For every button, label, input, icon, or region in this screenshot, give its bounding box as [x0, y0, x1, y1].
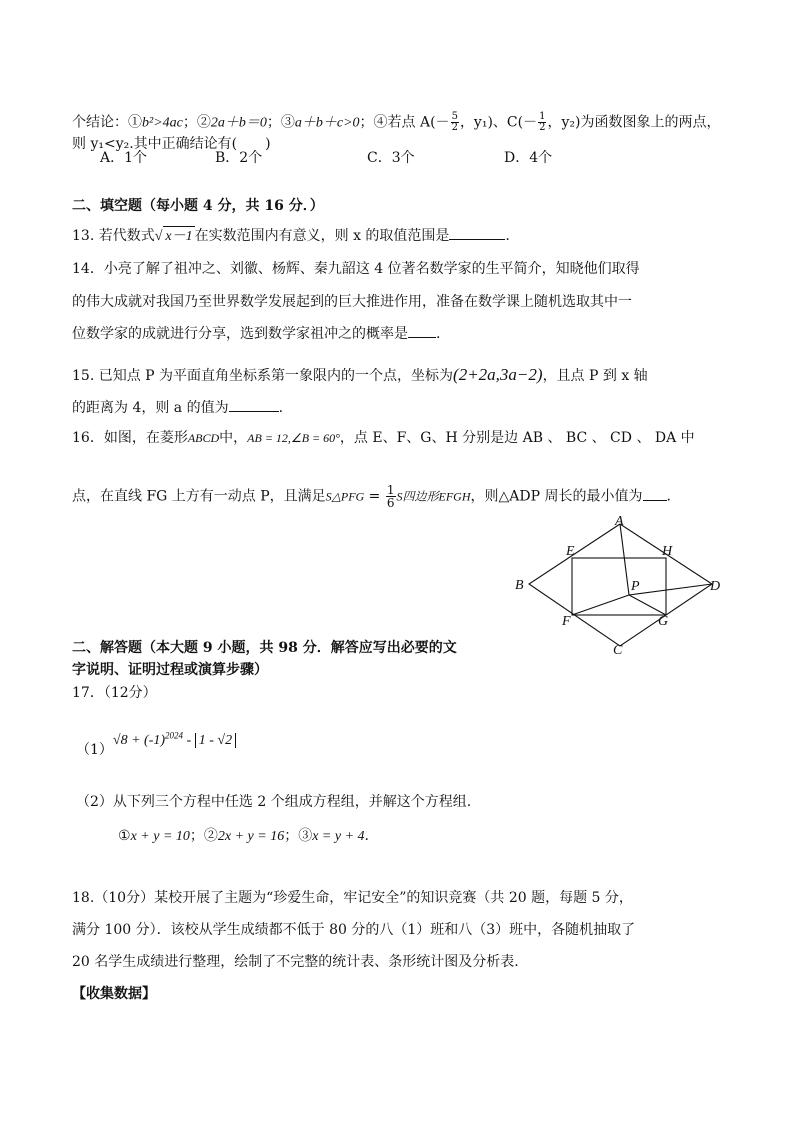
label-b: B [515, 578, 524, 593]
segment-gp [629, 595, 666, 615]
q13-answer-blank[interactable] [449, 225, 505, 240]
rhombus-figure [510, 512, 740, 657]
q18-line3: 20 名学生成绩进行整理，绘制了不完整的统计表、条形统计图及分析表. [72, 954, 519, 970]
label-c: C [613, 643, 623, 657]
equation-1: x + y = 10 [130, 829, 190, 844]
q18-collect-data-heading: 【收集数据】 [72, 986, 156, 1002]
q16-frac: $\frac{1}{6}$ [386, 483, 395, 510]
label-f: F [562, 614, 571, 629]
q12-line2: 则 y₁<y₂.其中正确结论有( ) [72, 136, 271, 152]
q17-part2: （2）从下列三个方程中任选 2 个组成方程组，并解这个方程组. [76, 794, 472, 810]
q17-expr: $√8 + (-1)^{2024} - 1 - √2$ [113, 733, 236, 748]
label-e: E [566, 544, 575, 559]
segment-ap [620, 524, 629, 595]
choice-a[interactable]: A．1个 [100, 150, 148, 166]
equation-2: 2x + y = 16 [217, 829, 285, 844]
q14-answer-blank[interactable] [408, 323, 436, 338]
label-p: P [631, 579, 640, 594]
q17-equations: ①x + y = 10；②2x + y = 16；③x = y + 4. [118, 828, 369, 844]
q17-header: 17．（12分） [72, 685, 157, 701]
equation-3: x = y + 4 [312, 829, 365, 844]
label-g: G [658, 614, 669, 629]
q12-frac-c: $\frac{1}{2}$ [539, 111, 546, 133]
rhombus-abcd [529, 524, 712, 646]
q12-choices [100, 148, 600, 168]
q14-line3: 位数学家的成就进行分享，选到数学家祖冲之的概率是 . [72, 323, 440, 344]
q14-line1: 14．小亮了解了祖冲之、刘徽、杨辉、秦九韶这 4 位著名数学家的生平简介，知晓他们取得 [72, 261, 640, 277]
q16-line1: 16．如图，在菱形ABCD中，AB = 12,∠B = 60°，点 E、F、G、H 分别是边 AB 、 BC 、 CD 、 DA 中 [72, 430, 695, 446]
sqrt-sign: √ [154, 229, 163, 244]
q13: 13. 若代数式√ x－1 在实数范围内有意义，则 x 的取值范围是 . [72, 225, 510, 247]
q16-area-left: S△PFG [325, 489, 365, 504]
q16-line2: 点，在直线 FG 上方有一动点 P，且满足S△PFG = $\frac{1}{6}$ S四边形EFGH，则△ADP 周长的最小值为 . [72, 483, 671, 510]
choice-b[interactable]: B．2个 [215, 150, 263, 166]
choice-d[interactable]: D．4个 [504, 150, 553, 166]
q13-radicand: x－1 [163, 226, 194, 247]
q17-part1: $(1)√8 + (-1)^{2024} - 1 - √2$ [76, 725, 236, 751]
q12-conclusion-2: 2a＋b＝0 [210, 115, 267, 131]
q16-answer-blank[interactable] [643, 486, 667, 501]
q16-area-right: S四边形EFGH [396, 489, 471, 504]
q15-answer-blank[interactable] [229, 397, 279, 412]
rectangle-efgh [572, 558, 666, 615]
label-d: D [710, 579, 721, 594]
q18-line1: 18.（10分）某校开展了主题为“珍爱生命，牢记安全”的知识竞赛（共 20 题，每题 5 分， [72, 890, 633, 906]
q16-given: AB = 12,∠B = 60° [247, 431, 340, 445]
segment-dp [629, 584, 712, 595]
q14-line2: 的伟大成就对我国乃至世界数学发展起到的巨大推进作用，准备在数学课上随机选取其中一 [72, 294, 632, 310]
q15-line1: 15. 已知点 P 为平面直角坐标系第一象限内的一个点，坐标为(2+2a,3a−2)，且点 P 到 x 轴 [72, 365, 648, 384]
q12-conclusion-1: b²>4ac [142, 115, 183, 131]
q12-frac-a: $\frac{5}{2}$ [451, 111, 458, 133]
q18-line2: 满分 100 分）．该校从学生成绩都不低于 80 分的八（1）班和八（3）班中，各随机抽取了 [72, 922, 636, 938]
choice-c[interactable]: C．3个 [367, 150, 415, 166]
section-solve-title-line1: 二、解答题（本大题 9 小题，共 98 分．解答应写出必要的文 [72, 640, 457, 656]
q12-conclusion-3: a＋b＋c>0 [294, 115, 360, 131]
section-solve-title-line2: 字说明、证明过程或演算步骤） [72, 662, 268, 678]
q12-line1: 个结论：①b²>4ac；②2a＋b＝0；③a＋b＋c>0；④若点 A(－ $\frac{5}{2}$ ，y₁)、C(－ $\frac{1}{2}$ ，y₂)为函数图象上的两点， [72, 111, 721, 133]
q15-line2: 的距离为 4，则 a 的值为 . [72, 397, 283, 418]
label-a: A [615, 514, 624, 529]
segment-fp [572, 595, 629, 615]
absolute-value: 1 - √2 [195, 733, 236, 748]
section-fill-blank-title: 二、填空题（每小题 4 分，共 16 分．） [72, 198, 324, 214]
q15-coordinate: (2+2a,3a−2) [453, 365, 543, 384]
label-h: H [662, 544, 673, 559]
